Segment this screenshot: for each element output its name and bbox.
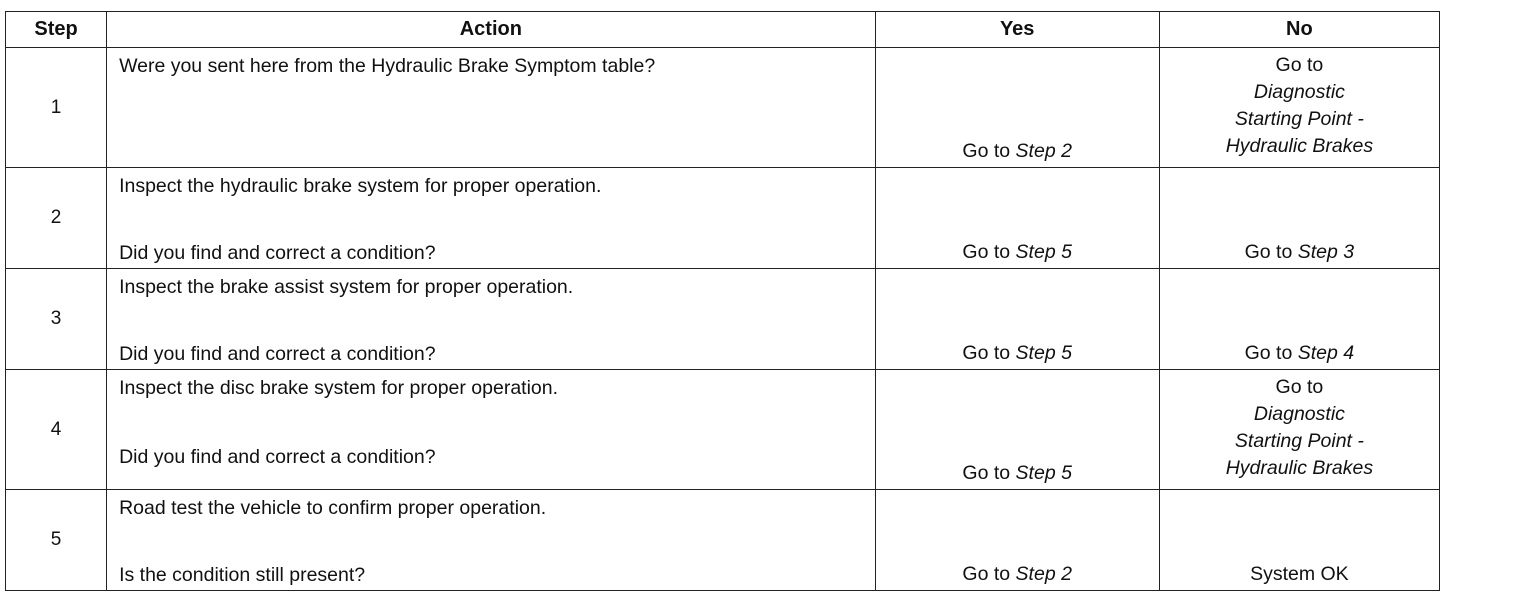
step-number: 3 (6, 269, 107, 370)
yes-cell (875, 168, 1159, 269)
no-result[interactable]: Go to Step 4 (1244, 342, 1355, 364)
header-action: Action (107, 12, 876, 48)
table-row (6, 370, 1440, 490)
no-link-line[interactable]: Hydraulic Brakes (1225, 135, 1374, 157)
action-cell (107, 168, 876, 269)
no-result[interactable]: Go to Diagnostic Starting Point - Hydraulic Brakes (1225, 376, 1374, 479)
no-cell (1159, 168, 1439, 269)
table-row (6, 48, 1440, 168)
no-link-line[interactable]: Hydraulic Brakes (1225, 457, 1374, 479)
action-cell (107, 269, 876, 370)
action-cell (107, 490, 876, 591)
no-link-line[interactable]: Diagnostic (1253, 81, 1345, 103)
yes-cell (875, 269, 1159, 370)
header-no: No (1159, 12, 1439, 48)
step-number: 2 (6, 168, 107, 269)
action-instruction: Inspect the hydraulic brake system for proper operation. (119, 175, 602, 197)
yes-result[interactable]: Go to Step 5 (962, 241, 1072, 263)
table-row (6, 490, 1440, 591)
no-link-line[interactable]: Starting Point - (1234, 430, 1364, 452)
action-instruction: Road test the vehicle to confirm proper operation. (119, 497, 547, 519)
yes-step-link[interactable]: Step 5 (1015, 241, 1072, 263)
yes-cell (875, 490, 1159, 591)
yes-step-link[interactable]: Step 5 (1015, 342, 1072, 364)
action-question: Is the condition still present? (119, 564, 366, 586)
action-question: Did you find and correct a condition? (119, 343, 436, 365)
yes-result[interactable]: Go to Step 2 (962, 563, 1072, 585)
action-instruction: Were you sent here from the Hydraulic Brake Symptom table? (119, 55, 656, 77)
no-cell (1159, 269, 1439, 370)
header-yes: Yes (875, 12, 1159, 48)
action-cell (107, 48, 876, 168)
header-step: Step (6, 12, 107, 48)
diagnostic-table (5, 11, 1440, 591)
action-instruction: Inspect the disc brake system for proper operation. (119, 377, 559, 399)
action-instruction: Inspect the brake assist system for proper operation. (119, 276, 574, 298)
no-cell (1159, 48, 1439, 168)
table-row (6, 269, 1440, 370)
yes-cell (875, 48, 1159, 168)
yes-step-link[interactable]: Step 2 (1015, 140, 1072, 162)
yes-step-link[interactable]: Step 5 (1015, 462, 1072, 484)
action-question: Did you find and correct a condition? (119, 242, 436, 264)
no-result[interactable]: Go to Step 3 (1244, 241, 1355, 263)
no-link-line[interactable]: Diagnostic (1253, 403, 1345, 425)
step-number: 5 (6, 490, 107, 591)
step-number: 1 (6, 48, 107, 168)
no-link-line[interactable]: Starting Point - (1234, 108, 1364, 130)
no-cell (1159, 370, 1439, 490)
action-cell (107, 370, 876, 490)
no-cell (1159, 490, 1439, 591)
yes-cell (875, 370, 1159, 490)
yes-step-link[interactable]: Step 2 (1015, 563, 1072, 585)
yes-result[interactable]: Go to Step 2 (962, 140, 1072, 162)
step-number: 4 (6, 370, 107, 490)
yes-result[interactable]: Go to Step 5 (962, 342, 1072, 364)
no-result[interactable]: Go to Diagnostic Starting Point - Hydraulic Brakes (1225, 54, 1374, 157)
no-step-link[interactable]: Step 4 (1297, 342, 1355, 364)
table-row (6, 168, 1440, 269)
no-step-link[interactable]: Step 3 (1297, 241, 1355, 263)
action-question: Did you find and correct a condition? (119, 446, 436, 468)
header-row (6, 12, 1440, 48)
yes-result[interactable]: Go to Step 5 (962, 462, 1072, 484)
no-result: System OK (1250, 563, 1349, 585)
